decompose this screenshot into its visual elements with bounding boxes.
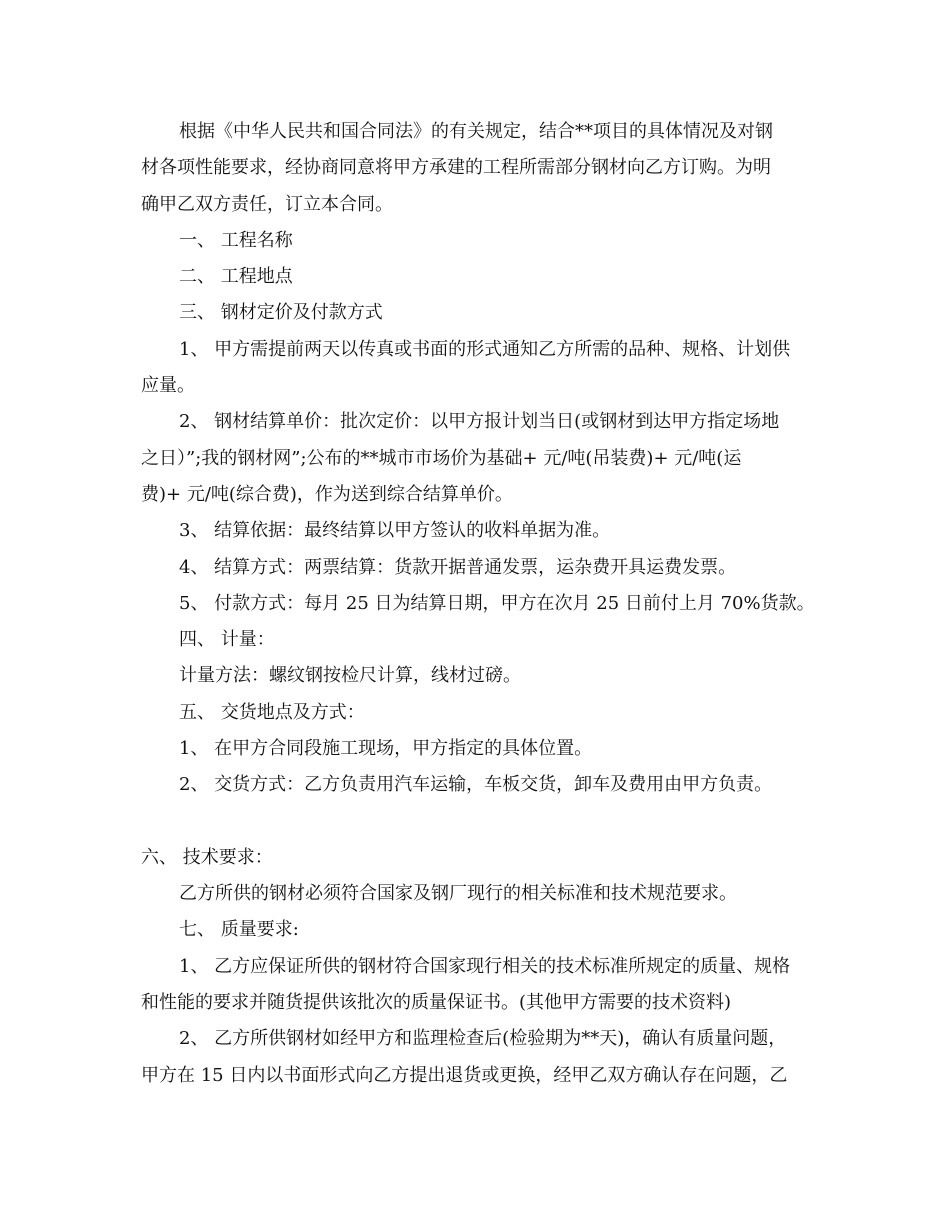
section-heading-5: 五、 交货地点及方式： [179,702,365,723]
clause-5-1: 1、 在甲方合同段施工现场，甲方指定的具体位置。 [179,738,593,759]
clause-3-4: 4、 结算方式：两票结算：货款开据普通发票，运杂费开具运费发票。 [179,557,737,578]
clause-3-5: 5、 付款方式：每月 25 日为结算日期，甲方在次月 25 日前付上月 70%货款。 [179,593,815,614]
section-heading-6: 六、 技术要求： [141,847,273,868]
section-heading-4: 四、 计量： [179,629,275,650]
clause-7-2-line-1: 2、 乙方所供钢材如经甲方和监理检查后(检验期为**天)，确认有质量问题， [179,1028,787,1049]
section-heading-1: 一、 工程名称 [179,230,293,251]
paragraph-intro-line-2: 材各项性能要求，经协商同意将甲方承建的工程所需部分钢材向乙方订购。为明 [141,157,771,178]
clause-6-1: 乙方所供的钢材必须符合国家及钢厂现行的相关标准和技术规范要求。 [179,883,737,904]
clause-3-3: 3、 结算依据：最终结算以甲方签认的收料单据为准。 [179,520,611,541]
clause-7-1-line-2: 和性能的要求并随货提供该批次的质量保证书。(其他甲方需要的技术资料) [141,992,732,1013]
clause-3-2-line-2: 之日）”;我的钢材网”;公布的**城市市场价为基础+ 元/吨(吊装费)+ 元/吨(运 [141,448,742,469]
clause-4-1: 计量方法：螺纹钢按检尺计算，线材过磅。 [179,665,521,686]
clause-7-2-line-2: 甲方在 15 日内以书面形式向乙方提出退货或更换，经甲乙双方确认存在问题，乙 [141,1065,788,1086]
clause-7-1-line-1: 1、 乙方应保证所供的钢材符合国家现行相关的技术标准所规定的质量、规格 [179,956,791,977]
clause-3-1-line-1: 1、 甲方需提前两天以传真或书面的形式通知乙方所需的品种、规格、计划供 [179,339,791,360]
section-heading-2: 二、 工程地点 [179,266,293,287]
clause-3-1-line-2: 应量。 [141,375,195,396]
clause-3-2-line-3: 费)+ 元/吨(综合费)，作为送到综合结算单价。 [141,484,513,505]
section-heading-7: 七、 质量要求: [179,919,299,940]
paragraph-intro-line-1: 根据《中华人民共和国合同法》的有关规定，结合**项目的具体情况及对钢 [179,121,773,142]
clause-3-2-line-1: 2、 钢材结算单价：批次定价：以甲方报计划当日(或钢材到达甲方指定场地 [179,411,780,432]
paragraph-intro-line-3: 确甲乙双方责任，订立本合同。 [141,194,393,215]
clause-5-2: 2、 交货方式：乙方负责用汽车运输，车板交货，卸车及费用由甲方负责。 [179,774,773,795]
section-heading-3: 三、 钢材定价及付款方式 [179,302,383,323]
